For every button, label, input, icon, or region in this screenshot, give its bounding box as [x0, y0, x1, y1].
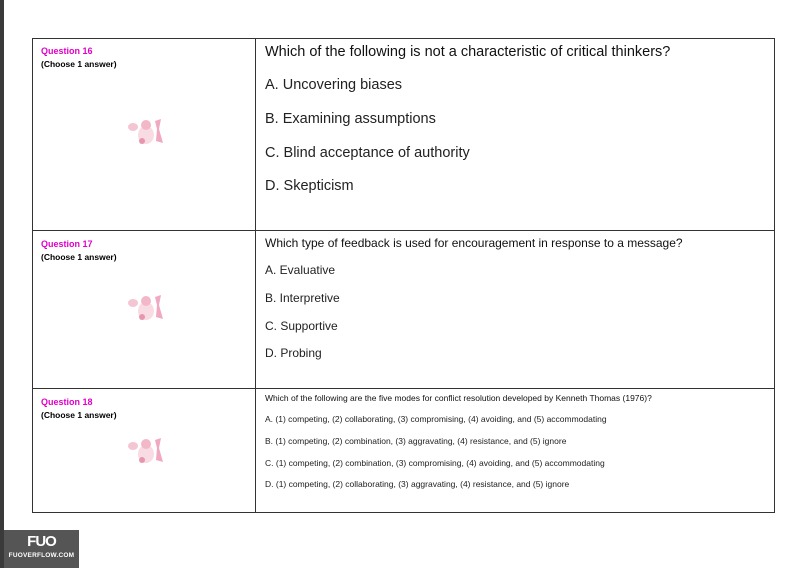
- question-row-16: [33, 39, 774, 231]
- question-stem: Which of the following is not a characteristic of critical thinkers?: [265, 44, 671, 60]
- question-stem: Which of the following are the five modes for conflict resolution developed by Kenneth Thomas (1976)?: [265, 393, 652, 403]
- question-instruction: (Choose 1 answer): [41, 252, 117, 262]
- answer-option-c[interactable]: C. (1) competing, (2) combination, (3) compromising, (4) avoiding, and (5) accommodating: [265, 458, 605, 468]
- site-logo[interactable]: [4, 530, 79, 568]
- question-row-18: [33, 389, 774, 512]
- mascot-icon: [125, 115, 167, 149]
- answer-option-a[interactable]: A. Uncovering biases: [265, 77, 403, 93]
- question-content-cell: [256, 39, 774, 230]
- mascot-icon: [125, 291, 167, 325]
- question-meta-cell: [33, 389, 256, 512]
- answer-option-d[interactable]: D. (1) competing, (2) collaborating, (3) aggravating, (4) resistance, and (5) ignore: [265, 479, 570, 489]
- answer-option-d[interactable]: D. Skepticism: [265, 178, 354, 194]
- question-number: Question 17: [41, 239, 93, 249]
- question-number: Question 16: [41, 46, 93, 56]
- question-stem: Which type of feedback is used for encouragement in response to a message?: [265, 236, 683, 250]
- answer-option-b[interactable]: B. (1) competing, (2) combination, (3) aggravating, (4) resistance, and (5) ignore: [265, 436, 567, 446]
- answer-option-a[interactable]: A. (1) competing, (2) collaborating, (3) compromising, (4) avoiding, and (5) accommodating: [265, 414, 607, 424]
- logo-sub-text: FUOVERFLOW.COM: [8, 552, 75, 559]
- logo-main-text: FUO: [27, 533, 56, 550]
- question-meta-cell: [33, 231, 256, 388]
- question-content-cell: [256, 231, 774, 388]
- mascot-icon: [125, 434, 167, 468]
- question-instruction: (Choose 1 answer): [41, 59, 117, 69]
- answer-option-c[interactable]: C. Supportive: [265, 319, 338, 333]
- answer-option-b[interactable]: B. Interpretive: [265, 291, 340, 305]
- quiz-table: [32, 38, 775, 513]
- answer-option-c[interactable]: C. Blind acceptance of authority: [265, 145, 470, 161]
- question-instruction: (Choose 1 answer): [41, 410, 117, 420]
- answer-option-b[interactable]: B. Examining assumptions: [265, 111, 436, 127]
- window-left-edge: [0, 0, 4, 568]
- question-meta-cell: [33, 39, 256, 230]
- answer-option-a[interactable]: A. Evaluative: [265, 263, 336, 277]
- answer-option-d[interactable]: D. Probing: [265, 346, 322, 360]
- question-row-17: [33, 231, 774, 389]
- question-content-cell: [256, 389, 774, 512]
- question-number: Question 18: [41, 397, 93, 407]
